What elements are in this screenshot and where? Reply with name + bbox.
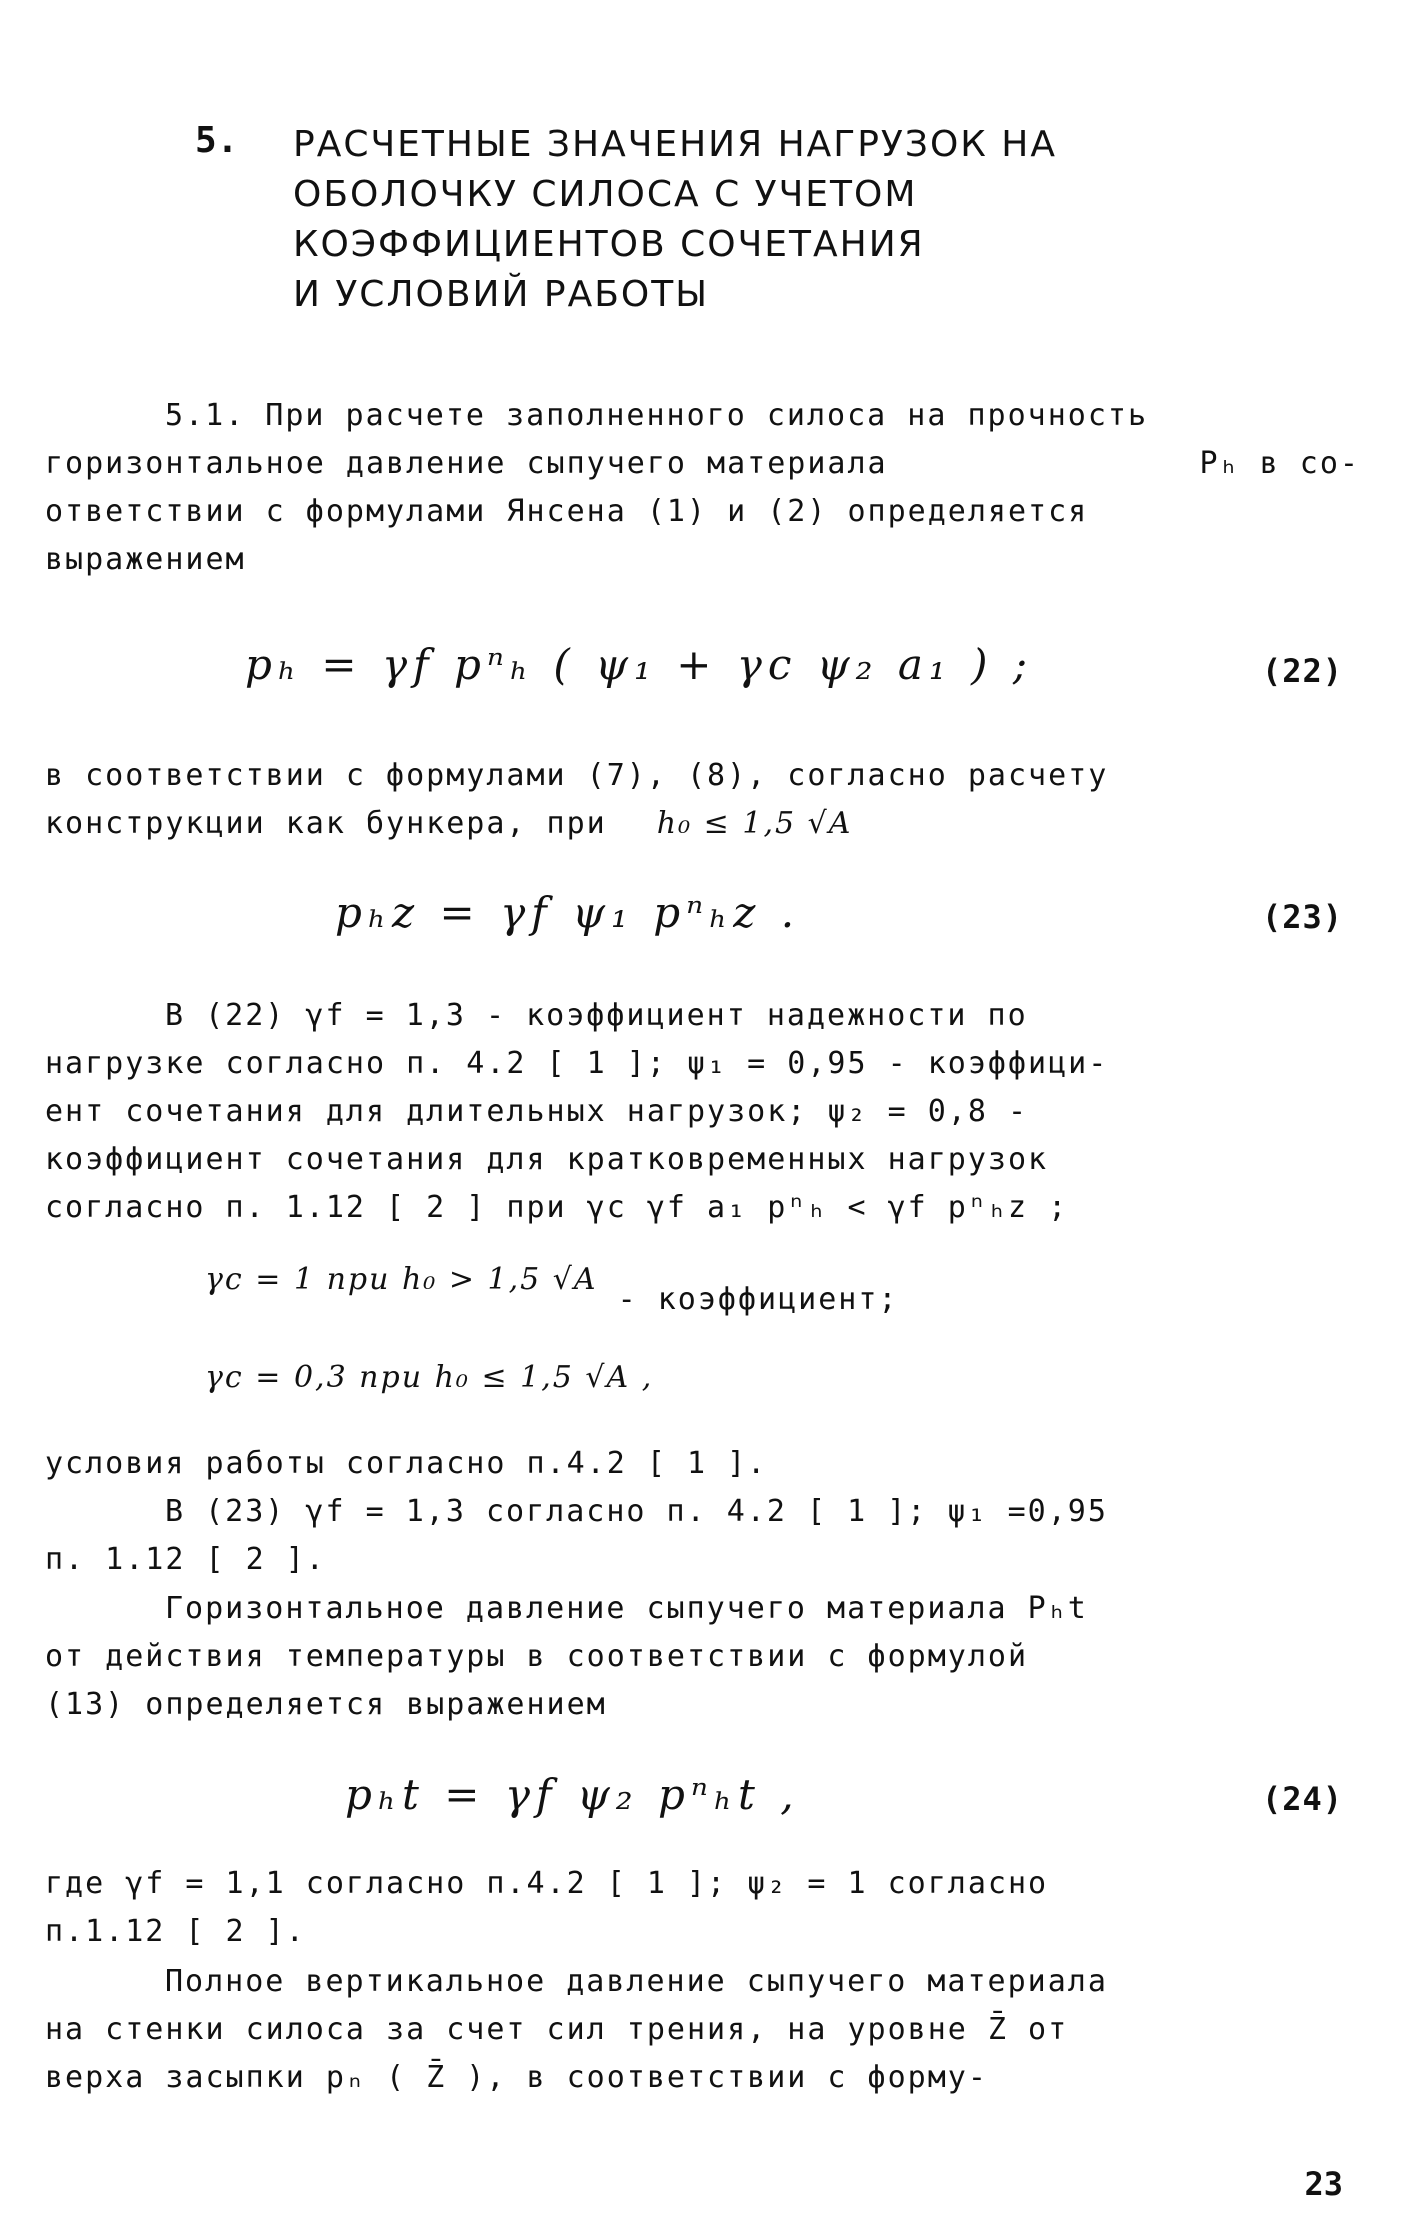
text-line: Горизонтальное давление сыпучего материала Pₕt [165, 1591, 1088, 1626]
formula-fragment: γc = 1 при h₀ > 1,5 √A [205, 1262, 598, 1297]
text-line: верха засыпки pₙ ( Z̄ ), в соответствии с форму- [45, 2060, 988, 2095]
text-line: ответствии с формулами Янсена (1) и (2) определяется [45, 494, 1089, 529]
text-line: где γf = 1,1 согласно п.4.2 [ 1 ]; ψ₂ = 1 согласно [45, 1866, 1049, 1901]
paragraph-vertical-pressure [45, 1958, 1360, 2102]
title-line: И УСЛОВИЙ РАБОТЫ [293, 274, 709, 315]
text-line: 5.1. При расчете заполненного силоса на прочность [165, 398, 1149, 433]
paragraph-conditions [45, 1440, 1360, 1584]
gamma-c-line-1 [205, 1262, 899, 1317]
text-line: п. 1.12 [ 2 ]. [45, 1542, 326, 1577]
text-line: в соответствии с формулами (7), (8), согласно расчету [45, 758, 1109, 793]
text-line: коэффициент сочетания для кратковременных нагрузок [45, 1142, 1049, 1177]
title-line: КОЭФФИЦИЕНТОВ СОЧЕТАНИЯ [293, 224, 925, 265]
text-line: Полное вертикальное давление сыпучего материала [165, 1964, 1108, 1999]
equation-number: (23) [1261, 898, 1343, 936]
page-number: 23 [1304, 2165, 1343, 2203]
title-line: ОБОЛОЧКУ СИЛОСА С УЧЕТОМ [293, 174, 918, 215]
text-line: В (22) γf = 1,3 - коэффициент надежности по [165, 998, 1028, 1033]
formula-fragment: γc = 0,3 при h₀ ≤ 1,5 √A , [205, 1360, 654, 1395]
equation-24: pₕt = γf ψ₂ pⁿₕt , [345, 1770, 800, 1819]
text-line: согласно п. 1.12 [ 2 ] при γc γf a₁ pⁿₕ < γf pⁿₕz ; [45, 1190, 1069, 1225]
title-line: РАСЧЕТНЫЕ ЗНАЧЕНИЯ НАГРУЗОК НА [293, 124, 1057, 165]
paragraph-temperature [45, 1585, 1360, 1729]
text-line: от действия температуры в соответствии с формулой [45, 1639, 1029, 1674]
condition-formula: h₀ ≤ 1,5 √A [656, 806, 853, 841]
text-line: (13) определяется выражением [45, 1687, 607, 1722]
paragraph-5-1 [45, 392, 1360, 584]
text-line: на стенки силоса за счет сил трения, на уровне Z̄ от [45, 2012, 1069, 2047]
equation-number: (22) [1261, 652, 1343, 690]
equation-23: pₕz = γf ψ₁ pⁿₕz . [335, 888, 801, 937]
section-title [195, 120, 1057, 320]
text-line [45, 440, 1360, 488]
paragraph-bunker [45, 752, 1360, 848]
equation-number: (24) [1261, 1780, 1343, 1818]
text-fragment: конструкции как бункера, при [45, 806, 607, 841]
text-line [45, 800, 1360, 848]
text-fragment: Pₕ в со- [1199, 446, 1360, 481]
section-number: 5. [195, 120, 239, 161]
paragraph-coefficients [45, 992, 1360, 1232]
text-line: нагрузке согласно п. 4.2 [ 1 ]; ψ₁ = 0,95 - коэффици- [45, 1046, 1109, 1081]
text-line: ент сочетания для длительных нагрузок; ψ₂ = 0,8 - [45, 1094, 1029, 1129]
text-line: п.1.12 [ 2 ]. [45, 1914, 306, 1949]
text-line: выражением [45, 542, 246, 577]
text-fragment: - коэффициент; [617, 1282, 899, 1317]
text-line: условия работы согласно п.4.2 [ 1 ]. [45, 1446, 768, 1481]
paragraph-where [45, 1860, 1360, 1956]
equation-22: pₕ = γf pⁿₕ ( ψ₁ + γc ψ₂ a₁ ) ; [245, 640, 1033, 689]
gamma-c-line-2 [205, 1360, 653, 1395]
text-line: В (23) γf = 1,3 согласно п. 4.2 [ 1 ]; ψ₁ =0,95 [165, 1494, 1108, 1529]
text-fragment: горизонтальное давление сыпучего материала [45, 446, 888, 481]
